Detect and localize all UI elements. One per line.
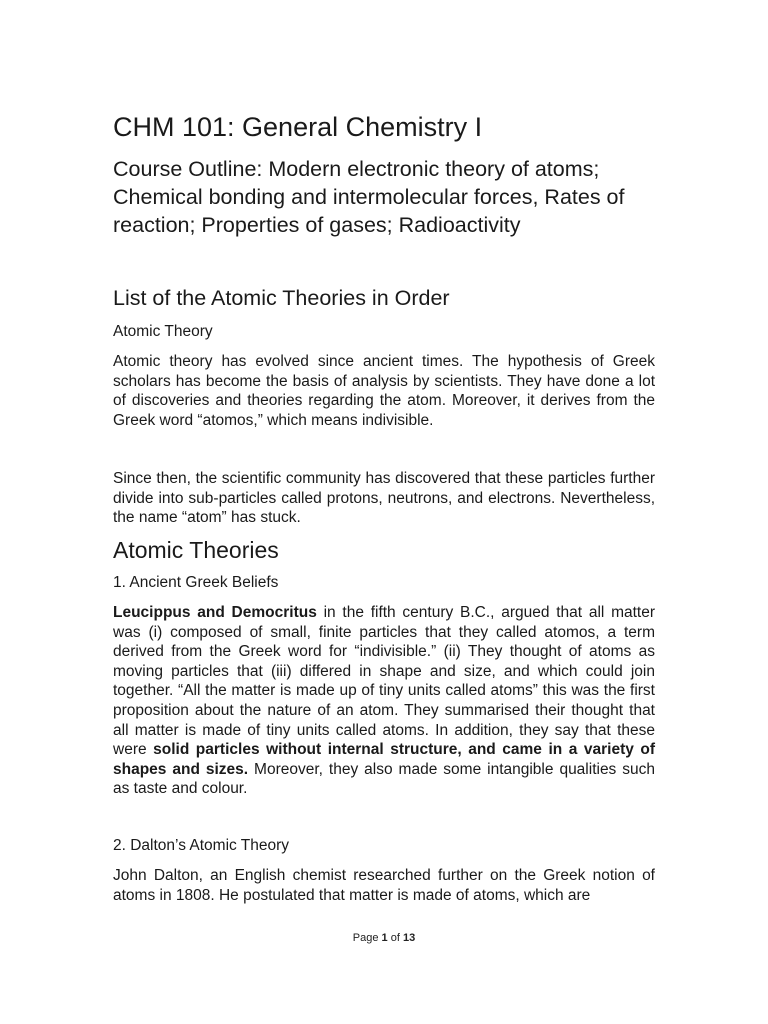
- page-word: Page: [352, 932, 379, 944]
- document-title: CHM 101: General Chemistry I: [113, 112, 483, 142]
- page-footer: [0, 932, 768, 944]
- atomic-theory-heading: Atomic Theory: [113, 323, 213, 340]
- section-2-heading: 2. Dalton’s Atomic Theory: [113, 837, 290, 854]
- page-current: 1: [381, 932, 388, 944]
- list-heading: List of the Atomic Theories in Order: [113, 286, 450, 310]
- of-word: of: [390, 932, 400, 944]
- dalton-paragraph: John Dalton, an English chemist researched further on the Greek notion of atoms in 1808. He postulated that matter is made of atoms, which are: [113, 867, 655, 904]
- greek-bold-structure: solid particles without internal structure, and came in a variety of shapes and sizes.: [113, 741, 655, 778]
- since-paragraph: Since then, the scientific community has discovered that these particles further divide into sub-particles called protons, neutrons, and electrons. Nevertheless, the name “atom” has stuck.: [113, 470, 655, 527]
- atomic-theories-heading: Atomic Theories: [113, 537, 279, 563]
- course-outline: Course Outline: Modern electronic theory of atoms; Chemical bonding and intermolecular forces, Rates of reaction; Properties of gases; Radioactivity: [113, 157, 625, 237]
- greek-bold-names: Leucippus and Democritus: [113, 604, 317, 621]
- greek-text-2: Moreover, they also made some intangible qualities such as taste and colour.: [113, 760, 656, 798]
- section-1-heading: 1. Ancient Greek Beliefs: [113, 574, 279, 591]
- page-total: 13: [402, 932, 416, 944]
- greek-text-1: in the fifth century B.C., argued that all matter was (i) composed of small, finite particles that they called atomos, a term derived from the Greek word for “indivisible.” (ii) They thought of atoms as moving particles that (iii) differed in shape and size, and which could join together. “All the matter is made up of tiny units called atoms” this was the first proposition about the nature of an atom. They summarised their thought that all matter is made of tiny units called atoms. In addition, they say that these were: [113, 604, 656, 759]
- intro-paragraph: Atomic theory has evolved since ancient times. The hypothesis of Greek scholars has become the basis of analysis by scientists. They have done a lot of discoveries and theories regarding the atom. Moreover, it derives from the Greek word “atomos,” which means indivisible.: [113, 353, 655, 429]
- greek-paragraph: [113, 603, 655, 799]
